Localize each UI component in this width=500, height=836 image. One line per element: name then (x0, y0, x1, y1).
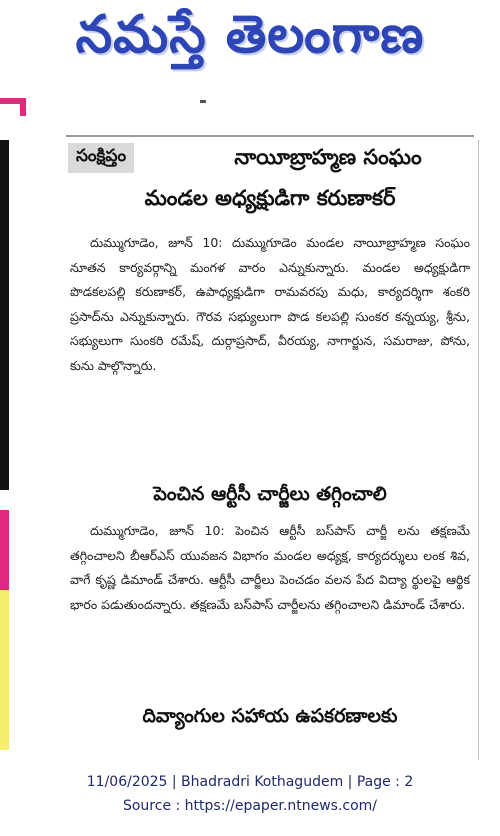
section-tag: సంక్షిప్తం (68, 143, 134, 173)
headline-3: దివ్యాంగుల సహాయ ఉపకరణాలకు (142, 704, 398, 727)
article-paragraph-1: దుమ్ముగూడెం, జూన్ 10: దుమ్ముగూడెం మండల నాయీబ్రాహ్మణ సంఘం నూతన కార్యవర్గాన్ని మంగళ వారం ఎన్నుకున్నారు. మండల అధ్యక్షుడిగా పొడకలపల్లి కరుణాకర్, ఉపాధ్యక్షుడిగా రామవరపు మధు, కార్యదర్శిగా శంకరి ప్రసాద్‌ను ఎన్నుకున్నారు. గౌరవ సభ్యులుగా పొడ కలపల్లి సుంకర కన్నయ్య, శ్రీను, సభ్యులుగా సుంకరి రమేష్, దుర్గాప్రసాద్, వీరయ్య, నాగార్జున, సమరాజు, పోను, కును పాల్గొన్నారు. (70, 235, 470, 373)
headline-2: పెంచిన ఆర్టీసీ చార్జీలు తగ్గించాలి (153, 482, 387, 505)
footer-source-line: Source : https://epaper.ntnews.com/ (122, 798, 378, 814)
footer-date-line: 11/06/2025 | Bhadradri Kothagudem | Page : 2 (86, 774, 414, 790)
clipping-top-rule (66, 135, 474, 137)
neighbour-clipping-edge (0, 590, 9, 750)
neighbour-clipping-edge (0, 140, 9, 490)
divider (200, 100, 206, 103)
news-clipping (66, 135, 474, 760)
masthead (0, 0, 500, 96)
neighbour-clipping-accent (20, 98, 26, 116)
column-divider (478, 140, 479, 760)
newspaper-logo: నమస్తే తెలంగాణ (75, 4, 425, 65)
headline-line-2: మండల అధ్యక్షుడిగా కరుణాకర్ (144, 186, 396, 210)
article-paragraph-2: దుమ్ముగూడెం, జూన్ 10: పెంచిన ఆర్టీసీ బస్‌పాస్ చార్జీ లను తక్షణమే తగ్గించాలని బీఆర్‌ఎస్ యువజన విభాగం మండల అధ్యక్ష, కార్యదర్శులు లంక శివ, వాగే కృష్ణ డిమాండ్ చేశారు. ఆర్టీసీ చార్జీలు పెంచడం వలన పేద విద్యా ర్థులపై ఆర్థిక భారం పడుతుందన్నారు. తక్షణమే బస్‌పాస్ చార్జీలను తగ్గించాలని డిమాండ్ చేశారు. (70, 523, 470, 612)
headline-line-1: నాయీబ్రాహ్మణ సంఘం (234, 145, 422, 169)
